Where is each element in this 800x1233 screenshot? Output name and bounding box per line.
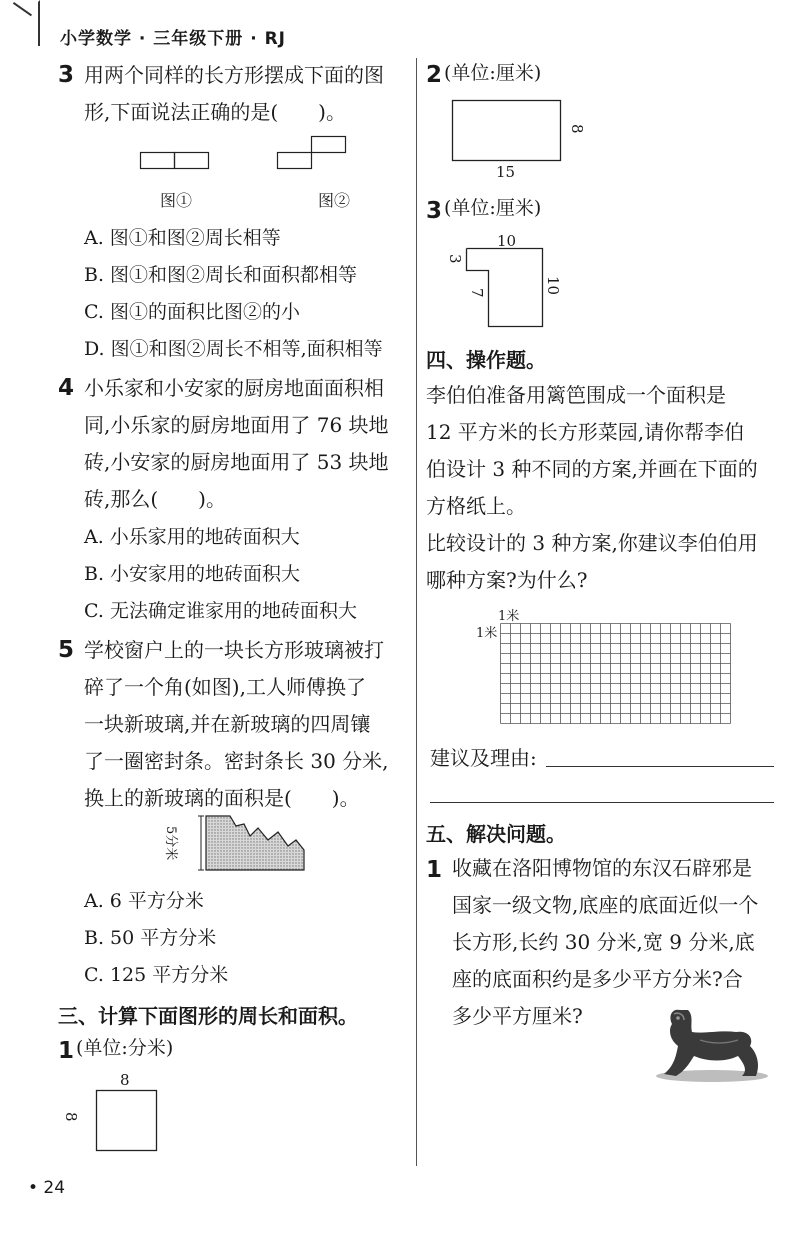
question-text: 碎了一个角(如图),工人师傅换了 bbox=[84, 675, 366, 699]
question-number: 5 bbox=[58, 637, 75, 663]
glass-side-label: 5分米 bbox=[163, 826, 178, 861]
option-c: C. 125 平方分米 bbox=[84, 964, 229, 986]
answer-line[interactable] bbox=[546, 766, 774, 767]
option-b: B. 图①和图②周长和面积都相等 bbox=[84, 264, 358, 286]
section-title: 四、操作题。 bbox=[426, 348, 546, 372]
option-a: A. 小乐家用的地砖面积大 bbox=[84, 526, 300, 548]
unit-label: (单位:厘米) bbox=[444, 197, 542, 219]
question-number: 1 bbox=[58, 1038, 75, 1064]
question-number: 3 bbox=[58, 62, 75, 88]
question-text: 哪种方案?为什么? bbox=[426, 568, 588, 592]
answer-line[interactable] bbox=[430, 802, 774, 803]
grid-unit-top: 1米 bbox=[498, 609, 520, 624]
option-a: A. 6 平方分米 bbox=[84, 890, 204, 912]
question-text: 国家一级文物,底座的底面近似一个 bbox=[452, 893, 759, 917]
question-text: 一块新玻璃,并在新玻璃的四周镶 bbox=[84, 712, 371, 736]
question-text: 砖,小安家的厨房地面用了 53 块地 bbox=[84, 450, 389, 474]
dimension-left-small: 3 bbox=[446, 254, 464, 264]
option-c: C. 图①的面积比图②的小 bbox=[84, 301, 300, 323]
answer-label: 建议及理由: bbox=[430, 746, 537, 770]
question-number: 1 bbox=[426, 857, 443, 883]
figure-1-label: 图① bbox=[160, 191, 193, 210]
unit-label: (单位:厘米) bbox=[444, 62, 542, 84]
question-text: 收藏在洛阳博物馆的东汉石辟邪是 bbox=[452, 856, 752, 880]
figure-1 bbox=[140, 152, 210, 170]
dimension-right: 10 bbox=[544, 276, 562, 296]
header-corner-decoration bbox=[18, 0, 40, 46]
question-text: 用两个同样的长方形摆成下面的图 bbox=[84, 63, 384, 87]
dimension-bottom: 15 bbox=[496, 163, 516, 181]
question-text: 伯设计 3 种不同的方案,并画在下面的 bbox=[426, 457, 758, 481]
rectangle-figure bbox=[452, 100, 562, 162]
dimension-left-big: 7 bbox=[468, 288, 486, 298]
section-title: 五、解决问题。 bbox=[426, 822, 566, 846]
broken-glass-figure bbox=[196, 814, 308, 872]
unit-label: (单位:分米) bbox=[76, 1037, 174, 1059]
dimension-side: 8 bbox=[62, 1112, 80, 1122]
question-number: 4 bbox=[58, 375, 75, 401]
option-b: B. 50 平方分米 bbox=[84, 927, 217, 949]
question-text: 方格纸上。 bbox=[426, 494, 526, 518]
page-number: • 24 bbox=[28, 1178, 66, 1198]
question-text: 了一圈密封条。密封条长 30 分米, bbox=[84, 749, 389, 773]
figure-2-label: 图② bbox=[318, 191, 351, 210]
question-text: 多少平方厘米? bbox=[452, 1004, 583, 1028]
question-number: 3 bbox=[426, 198, 443, 224]
option-b: B. 小安家用的地砖面积大 bbox=[84, 563, 301, 585]
stone-bixie-image bbox=[650, 1000, 770, 1084]
question-text: 形,下面说法正确的是( )。 bbox=[84, 100, 346, 124]
option-a: A. 图①和图②周长相等 bbox=[84, 227, 281, 249]
column-divider bbox=[416, 58, 417, 1166]
dimension-top: 10 bbox=[497, 232, 517, 250]
question-text: 长方形,长约 30 分米,宽 9 分米,底 bbox=[452, 930, 755, 954]
section-title: 三、计算下面图形的周长和面积。 bbox=[58, 1004, 358, 1028]
question-text: 砖,那么( )。 bbox=[84, 487, 226, 511]
question-text: 同,小乐家的厨房地面用了 76 块地 bbox=[84, 413, 389, 437]
grid-unit-left: 1米 bbox=[476, 626, 498, 641]
question-text: 换上的新玻璃的面积是( )。 bbox=[84, 786, 360, 810]
figure-2 bbox=[277, 136, 347, 170]
question-text: 12 平方米的长方形菜园,请你帮李伯 bbox=[426, 420, 745, 444]
question-text: 学校窗户上的一块长方形玻璃被打 bbox=[84, 638, 384, 662]
question-text: 比较设计的 3 种方案,你建议李伯伯用 bbox=[426, 531, 758, 555]
question-text: 李伯伯准备用篱笆围成一个面积是 bbox=[426, 383, 726, 407]
grid-paper bbox=[500, 623, 730, 731]
dimension-top: 8 bbox=[120, 1071, 130, 1089]
square-figure bbox=[96, 1090, 158, 1152]
option-c: C. 无法确定谁家用的地砖面积大 bbox=[84, 600, 357, 622]
option-d: D. 图①和图②周长不相等,面积相等 bbox=[84, 338, 383, 360]
dimension-side: 8 bbox=[568, 124, 586, 134]
question-text: 座的底面积约是多少平方分米?合 bbox=[452, 967, 743, 991]
question-text: 小乐家和小安家的厨房地面面积相 bbox=[84, 376, 384, 400]
page-header: 小学数学 · 三年级下册 · RJ bbox=[60, 29, 287, 49]
question-number: 2 bbox=[426, 62, 443, 88]
